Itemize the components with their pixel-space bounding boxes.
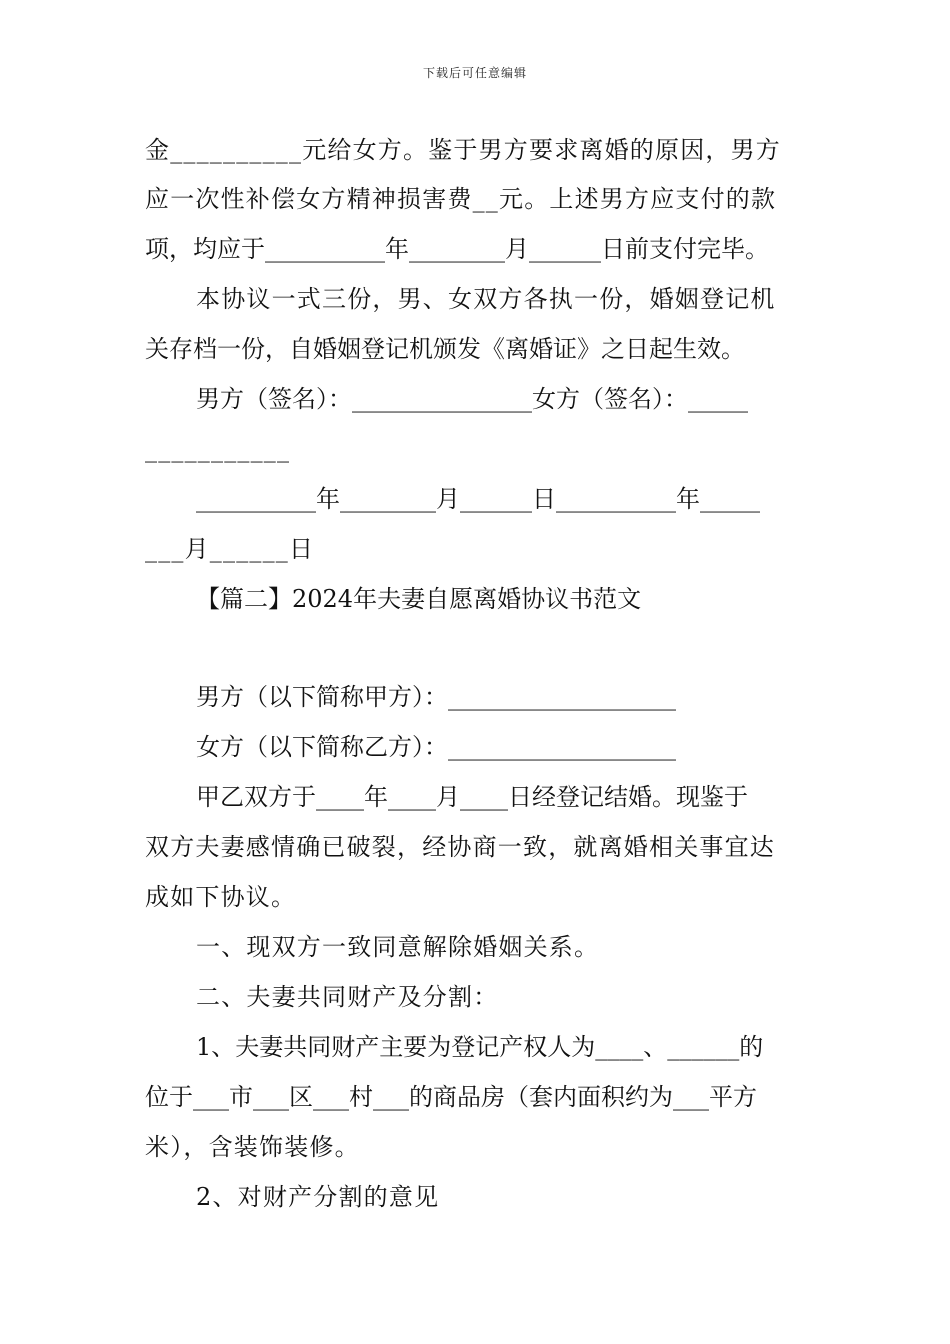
- date-line: __________年________月______日__________年_____: [196, 485, 760, 513]
- page-header: 下载后可任意编辑: [422, 66, 527, 80]
- party-a-line: 男方（以下简称甲方）：___________________: [196, 683, 676, 711]
- party-b-line: 女方（以下简称乙方）：___________________: [196, 733, 676, 761]
- clause-1: 一、现双方一致同意解除婚姻关系。: [196, 933, 600, 961]
- paragraph-start-line: 甲乙双方于____年____月____日经登记结婚。现鉴于: [196, 783, 748, 811]
- subclause-1: 1、夫妻共同财产主要为登记产权人为____、______的: [196, 1033, 764, 1061]
- subclause-2: 2、对财产分割的意见: [196, 1183, 440, 1211]
- section-title: 【篇二】2024年夫妻自愿离婚协议书范文: [196, 585, 642, 613]
- text-line: 双方夫妻感情确已破裂，经协商一致，就离婚相关事宜达: [145, 833, 775, 861]
- text-line: 米），含装饰装修。: [145, 1133, 360, 1161]
- signature-line: 男方（签名）：_______________女方（签名）：_____: [196, 385, 748, 413]
- paragraph-start-line: 本协议一式三份，男、女双方各执一份，婚姻登记机: [196, 285, 776, 313]
- text-line: 成如下协议。: [145, 883, 297, 911]
- text-line: 关存档一份，自婚姻登记机颁发《离婚证》之日起生效。: [145, 335, 745, 363]
- date-line-continued: ___月______日: [145, 535, 315, 563]
- text-line: 项，均应于__________年________月______日前支付完毕。: [145, 235, 769, 263]
- text-line: 位于___市___区___村___的商品房（套内面积约为___平方: [145, 1083, 757, 1111]
- text-line: 金__________元给女方。鉴于男方要求离婚的原因，男方: [145, 136, 781, 164]
- signature-line-continued: ___________: [145, 435, 291, 463]
- text-line: 应一次性补偿女方精神损害费__元。上述男方应支付的款: [145, 185, 777, 213]
- clause-2: 二、夫妻共同财产及分割：: [196, 983, 499, 1011]
